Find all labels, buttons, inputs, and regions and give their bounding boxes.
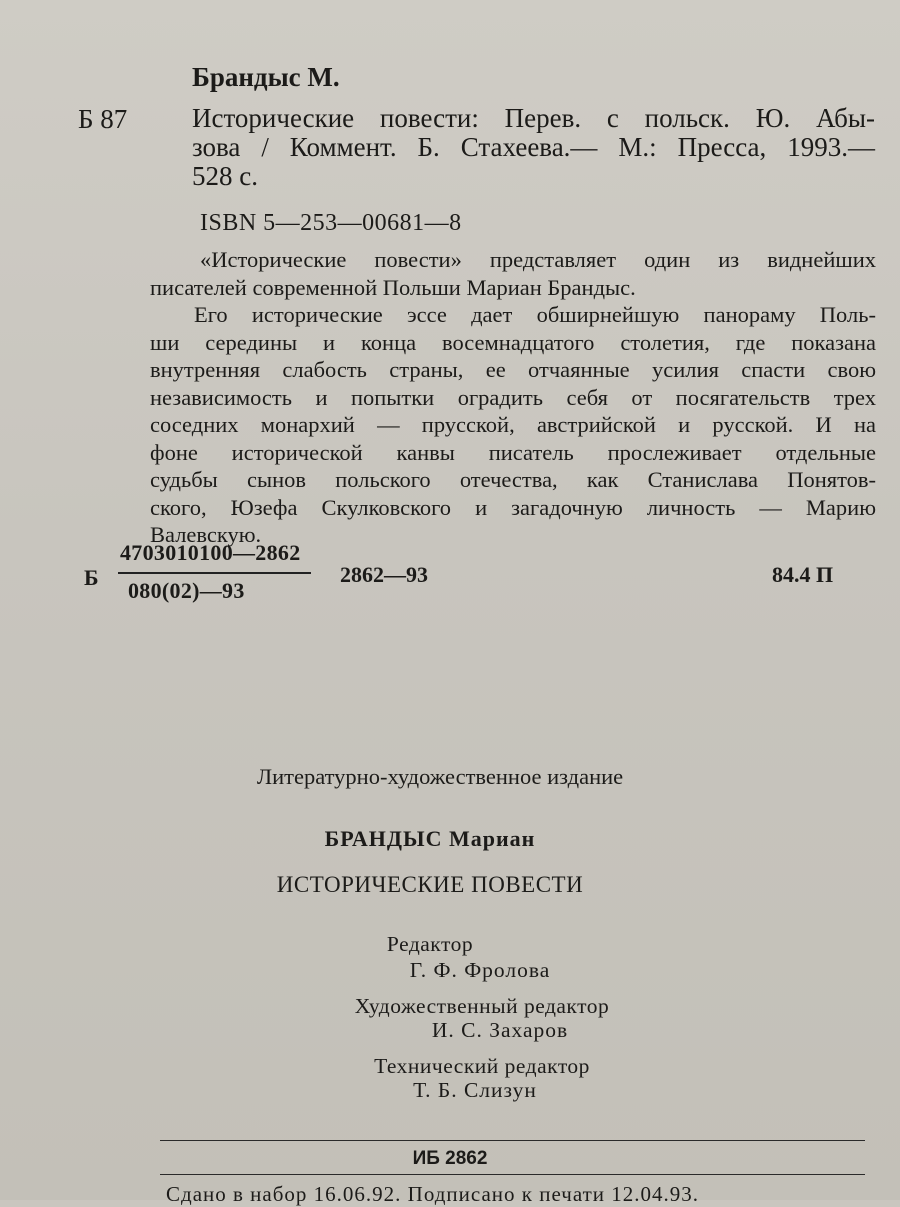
bbk-letter: Б	[84, 565, 99, 590]
annotation-line: фоне исторической канвы писатель прослеживает отдельные	[150, 439, 876, 465]
annotation-line: внутренняя слабость страны, ее отчаянные усилия спасти свою	[150, 357, 876, 382]
annotation-line: «Исторические повести» представляет один из виднейших	[200, 247, 876, 272]
edition-type: Литературно-художественное издание	[256, 764, 624, 789]
credit-role-editor: Редактор	[386, 932, 474, 956]
annotation-line: Валевскую.	[150, 522, 262, 547]
divider-bottom	[160, 1174, 865, 1175]
annotation-line: Его исторические эссе дает обширнейшую панораму Поль-	[194, 302, 876, 327]
card-code: Б 87	[78, 104, 128, 134]
biblio-line: 528 с.	[192, 161, 258, 191]
bibliographic-description	[192, 104, 875, 191]
imprint-title: ИСТОРИЧЕСКИЕ ПОВЕСТИ	[276, 872, 584, 897]
biblio-line: Исторические повести: Перев. с польск. Ю. Абы-	[192, 103, 875, 133]
annotation-line: соседних монархий — прусской, австрийской и русской. И на	[150, 412, 876, 437]
imprint-author: БРАНДЫС Мариан	[324, 826, 536, 851]
bbk-numerator: 4703010100—2862	[120, 540, 301, 565]
bbk-fraction-line	[118, 572, 311, 574]
annotation-line: писателей современной Польши Мариан Брандыс.	[150, 274, 636, 300]
isbn: ISBN 5—253—00681—8	[200, 210, 462, 236]
divider-top	[160, 1140, 865, 1141]
bbk-middle-code: 2862—93	[340, 562, 428, 587]
credit-name-tech-editor: Т. Б. Слизун	[413, 1078, 537, 1102]
card-author: Брандыс М.	[192, 62, 340, 92]
bbk-denominator: 080(02)—93	[128, 578, 245, 603]
credit-role-tech-editor: Технический редактор	[374, 1054, 590, 1078]
annotation-line: независимость и попытки оградить себя от посягательств трех	[150, 384, 876, 410]
bbk-classification: 84.4 П	[772, 562, 834, 587]
credit-name-editor: Г. Ф. Фролова	[409, 958, 551, 982]
annotation-line: ского, Юзефа Скулковского и загадочную личность — Марию	[150, 494, 876, 520]
ib-number: ИБ 2862	[412, 1148, 488, 1169]
biblio-line: зова / Коммент. Б. Стахеева.— М.: Пресса, 1993.—	[192, 132, 875, 162]
annotation-line: судьбы сынов польского отечества, как Станислава Понятов-	[150, 467, 876, 492]
credit-name-art-editor: И. С. Захаров	[431, 1018, 569, 1042]
annotation-line: ши середины и конца восемнадцатого столетия, где показана	[150, 329, 876, 355]
credit-role-art-editor: Художественный редактор	[354, 994, 610, 1018]
annotation	[150, 246, 876, 549]
print-dates: Сдано в набор 16.06.92. Подписано к печати 12.04.93.	[166, 1182, 700, 1206]
